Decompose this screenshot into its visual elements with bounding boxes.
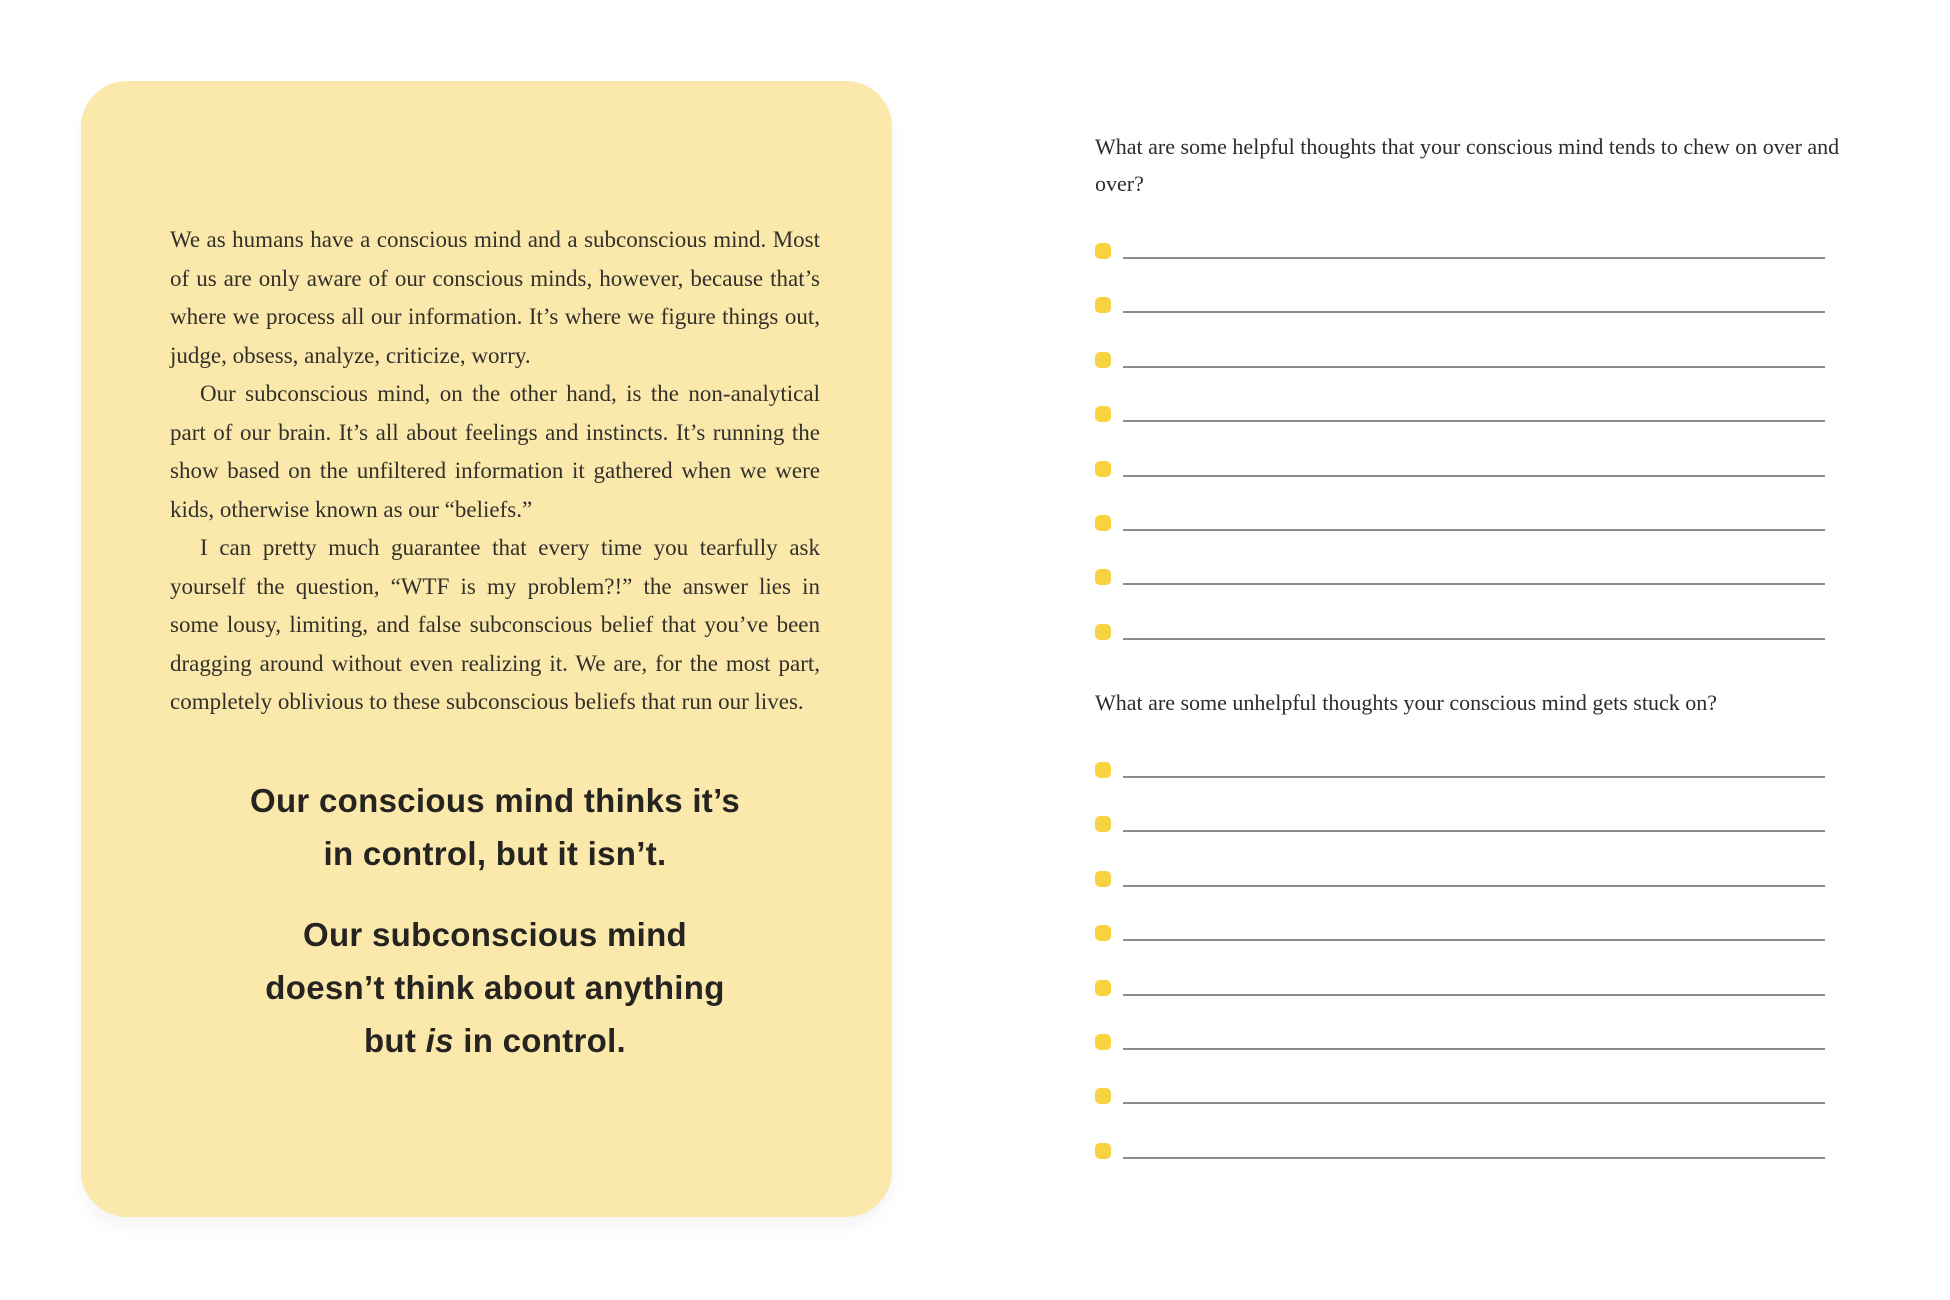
answer-row — [1095, 605, 1825, 659]
bullet-square-icon — [1095, 569, 1111, 585]
bullet-square-icon — [1095, 243, 1111, 259]
pull-quote-line: doesn’t think about anything — [265, 968, 725, 1006]
answer-write-in-line[interactable] — [1123, 257, 1825, 259]
bullet-square-icon — [1095, 925, 1111, 941]
bullet-square-icon — [1095, 816, 1111, 832]
pull-quotes — [170, 774, 820, 1067]
bullet-square-icon — [1095, 461, 1111, 477]
answer-row — [1095, 224, 1825, 278]
answer-row — [1095, 797, 1825, 851]
bullet-square-icon — [1095, 1088, 1111, 1104]
answer-row — [1095, 743, 1825, 797]
bullet-square-icon — [1095, 1034, 1111, 1050]
answer-write-in-line[interactable] — [1123, 885, 1825, 887]
answer-row — [1095, 550, 1825, 604]
answer-list-unhelpful — [1095, 743, 1825, 1178]
answer-row — [1095, 1124, 1825, 1178]
answer-row — [1095, 1015, 1825, 1069]
answer-list-helpful — [1095, 224, 1825, 659]
bullet-square-icon — [1095, 515, 1111, 531]
pull-quote-line: in control, but it isn’t. — [323, 834, 667, 872]
answer-row — [1095, 1069, 1825, 1123]
answer-write-in-line[interactable] — [1123, 311, 1825, 313]
answer-row — [1095, 387, 1825, 441]
answer-write-in-line[interactable] — [1123, 1102, 1825, 1104]
answer-write-in-line[interactable] — [1123, 420, 1825, 422]
answer-write-in-line[interactable] — [1123, 638, 1825, 640]
answer-write-in-line[interactable] — [1123, 475, 1825, 477]
answer-write-in-line[interactable] — [1123, 1048, 1825, 1050]
pull-quote-line: Our conscious mind thinks it’s — [249, 781, 740, 819]
body-paragraph: Our subconscious mind, on the other hand, is the non-analytical part of our brain. It’s all about feelings and instincts. It’s running the show based on the unfiltered information it gathered when we were kids, otherwise known as our “beliefs.” — [170, 381, 820, 522]
answer-row — [1095, 278, 1825, 332]
pull-quote-conscious — [170, 774, 820, 880]
bullet-square-icon — [1095, 406, 1111, 422]
lesson-card — [81, 81, 892, 1217]
prompt-helpful-thoughts: What are some helpful thoughts that your conscious mind tends to chew on over and over? — [1095, 134, 1840, 196]
italic-word: is — [425, 1021, 454, 1059]
lesson-body-copy — [170, 221, 820, 722]
pull-quote-line: but is in control. — [363, 1021, 627, 1059]
answer-write-in-line[interactable] — [1123, 529, 1825, 531]
answer-write-in-line[interactable] — [1123, 366, 1825, 368]
answer-write-in-line[interactable] — [1123, 994, 1825, 996]
answer-row — [1095, 333, 1825, 387]
body-paragraph: I can pretty much guarantee that every time you tearfully ask yourself the question, “WTF is my problem?!” the answer lies in some lousy, limiting, and false subconscious belief that you’ve been dragging around without even realizing it. We are, for the most part, completely oblivious to these subconscious beliefs that run our lives. — [170, 535, 820, 714]
bullet-square-icon — [1095, 762, 1111, 778]
pull-quote-subconscious — [170, 908, 820, 1067]
pull-quote-line: Our subconscious mind — [302, 915, 687, 953]
answer-row — [1095, 961, 1825, 1015]
answer-row — [1095, 906, 1825, 960]
bullet-square-icon — [1095, 297, 1111, 313]
bullet-square-icon — [1095, 980, 1111, 996]
prompt-unhelpful-thoughts: What are some unhelpful thoughts your conscious mind gets stuck on? — [1095, 690, 1717, 715]
answer-row — [1095, 852, 1825, 906]
answer-write-in-line[interactable] — [1123, 776, 1825, 778]
answer-write-in-line[interactable] — [1123, 830, 1825, 832]
answer-write-in-line[interactable] — [1123, 583, 1825, 585]
bullet-square-icon — [1095, 871, 1111, 887]
answer-write-in-line[interactable] — [1123, 1157, 1825, 1159]
answer-write-in-line[interactable] — [1123, 939, 1825, 941]
bullet-square-icon — [1095, 624, 1111, 640]
bullet-square-icon — [1095, 352, 1111, 368]
answer-row — [1095, 496, 1825, 550]
body-paragraph: We as humans have a conscious mind and a subconscious mind. Most of us are only aware of our conscious minds, however, because that’s where we process all our information. It’s where we figure things out, judge, obsess, analyze, criticize, worry. — [170, 227, 820, 368]
bullet-square-icon — [1095, 1143, 1111, 1159]
answer-row — [1095, 442, 1825, 496]
